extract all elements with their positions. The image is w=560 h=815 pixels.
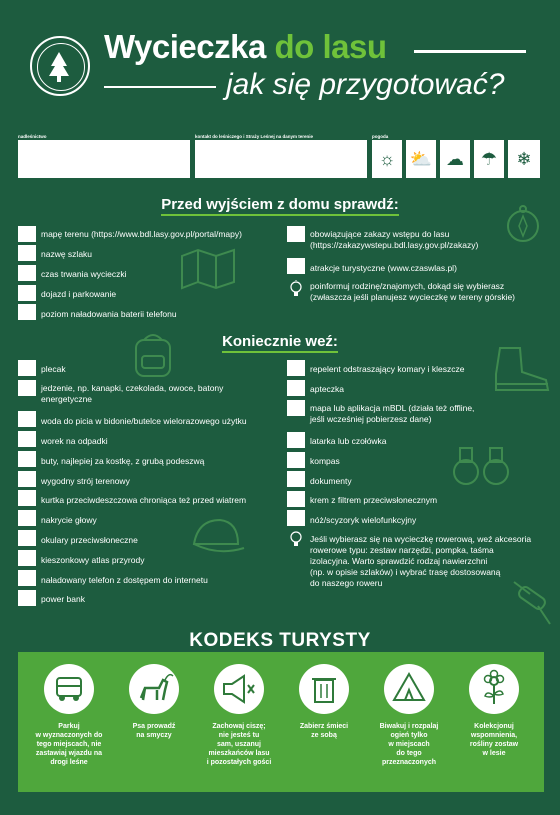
checklist-item: latarka lub czołówka	[310, 436, 387, 446]
checkbox[interactable]	[18, 226, 36, 242]
field-input-nadlesnictwo[interactable]	[18, 140, 190, 178]
rain-cloud-icon[interactable]: ☂	[474, 140, 504, 178]
checklist-item: poziom naładowania baterii telefonu	[41, 309, 177, 319]
checkbox[interactable]	[18, 285, 36, 301]
kodeks-title: KODEKS TURYSTY	[189, 630, 371, 651]
checkbox[interactable]	[18, 570, 36, 586]
dog-icon	[129, 664, 179, 714]
pocket-knife-illustration	[510, 576, 554, 628]
checklist-item: nazwę szlaku	[41, 249, 93, 259]
checklist-item: power bank	[41, 594, 85, 604]
tip-text: Jeśli wybierasz się na wycieczkę rowerową, weź akcesoria rowerowe typu: zestaw narzędzi, pompka, taśma izolacyjna. Warto sprawdzić rodzaj nawierzchni (np. w opisie szlaków) i wybrać trasę dostosowaną do naszego roweru	[310, 534, 532, 588]
checkbox[interactable]	[18, 411, 36, 427]
checkbox[interactable]	[287, 226, 305, 242]
checkbox[interactable]	[18, 550, 36, 566]
trash-can-icon	[299, 664, 349, 714]
checkbox[interactable]	[18, 590, 36, 606]
checkbox[interactable]	[18, 510, 36, 526]
sun-icon[interactable]: ☼	[372, 140, 402, 178]
checkbox[interactable]	[18, 431, 36, 447]
checkbox[interactable]	[287, 432, 305, 448]
checklist-item: worek na odpadki	[41, 436, 108, 446]
sun-cloud-icon[interactable]: ⛅	[406, 140, 436, 178]
flower-icon	[469, 664, 519, 714]
checkbox[interactable]	[18, 471, 36, 487]
checklist-item: repelent odstraszający komary i kleszcze	[310, 364, 465, 374]
field-label-kontakt: kontakt do leśniczego i Straży Leśnej na danym terenie	[195, 134, 314, 139]
tree-emblem-icon	[32, 38, 88, 94]
tip-text: poinformuj rodzinę/znajomych, dokąd się wybierasz (zwłaszcza jeśli planujesz wycieczkę w tereny górskie)	[310, 281, 516, 302]
lightbulb-icon	[288, 280, 304, 298]
checklist-item: buty, najlepiej za kostkę, z grubą podeszwą	[41, 456, 205, 466]
checkbox[interactable]	[287, 380, 305, 396]
checkbox[interactable]	[18, 245, 36, 261]
field-label-pogoda: pogoda	[372, 134, 389, 139]
kodeks-text: Biwakuj i rozpalaj ogień tylko w miejscach do tego przeznaczonych	[379, 723, 439, 766]
checklist-item: wygodny strój terenowy	[41, 476, 130, 486]
checkbox[interactable]	[18, 530, 36, 546]
checklist-item: kieszonkowy atlas przyrody	[41, 555, 145, 565]
checkbox[interactable]	[287, 360, 305, 376]
title-subtitle: jak się przygotować?	[226, 68, 505, 101]
checkbox[interactable]	[287, 491, 305, 507]
title-decor-line	[414, 50, 526, 53]
checkbox[interactable]	[287, 471, 305, 487]
lasy-panstwowe-logo	[30, 36, 90, 96]
checklist-item: kompas	[310, 456, 340, 466]
cap-illustration	[188, 514, 246, 560]
kodeks-panel	[18, 652, 544, 792]
checklist-item: mapa lub aplikacja mBDL (działa też offline, jeśli wcześniej pobierzesz dane)	[310, 403, 475, 424]
checkbox[interactable]	[18, 360, 36, 376]
megaphone-mute-icon	[214, 664, 264, 714]
cloud-icon[interactable]: ☁	[440, 140, 470, 178]
map-illustration	[180, 248, 236, 290]
checklist-item: apteczka	[310, 384, 345, 394]
compass-illustration	[503, 204, 543, 244]
checkbox[interactable]	[287, 452, 305, 468]
checkbox[interactable]	[18, 451, 36, 467]
checkbox[interactable]	[18, 490, 36, 506]
kodeks-text: Psa prowadź na smyczy	[132, 723, 176, 739]
checklist-item: czas trwania wycieczki	[41, 269, 127, 279]
field-input-kontakt[interactable]	[195, 140, 367, 178]
lightbulb-icon	[288, 530, 304, 548]
checklist-item: kurtka przeciwdeszczowa chroniąca też przed wiatrem	[41, 495, 247, 505]
checklist-item: okulary przeciwsłoneczne	[41, 535, 138, 545]
kodeks-text: Zachowaj ciszę; nie jesteś tu sam, uszanuj mieszkańców lasu i pozostałych gości	[206, 723, 272, 766]
checklist-item: krem z filtrem przeciwsłonecznym	[310, 495, 438, 505]
kodeks-text: Kolekcjonuj wspomnienia, rośliny zostaw w lesie	[469, 723, 519, 757]
checklist-item: dojazd i parkowanie	[41, 289, 117, 299]
checkbox[interactable]	[18, 304, 36, 320]
hiking-boot-illustration	[490, 344, 552, 396]
binoculars-illustration	[450, 444, 512, 488]
checklist-item: nakrycie głowy	[41, 515, 97, 525]
section-title-check: Przed wyjściem z domu sprawdź:	[0, 196, 560, 213]
field-label-nadlesnictwo: nadleśnictwo	[18, 134, 47, 139]
checklist-item: mapę terenu (https://www.bdl.lasy.gov.pl/portal/mapy)	[41, 229, 242, 239]
snow-cloud-icon[interactable]: ❄	[508, 140, 540, 178]
section-title-take: Koniecznie weź:	[0, 333, 560, 350]
checklist-item: nóż/scyzoryk wielofunkcyjny	[310, 515, 417, 525]
checklist-item: dokumenty	[310, 476, 352, 486]
checkbox[interactable]	[287, 400, 305, 416]
kodeks-text: Parkuj w wyznaczonych do tego miejscach, nie zastawiaj wjazdu na drogi leśne	[35, 723, 103, 766]
checkbox[interactable]	[18, 265, 36, 281]
checklist-item: woda do picia w bidonie/butelce wielorazowego użytku	[41, 416, 247, 426]
campfire-tent-icon	[384, 664, 434, 714]
checkbox[interactable]	[287, 258, 305, 274]
kodeks-text: Zabierz śmieci ze sobą	[299, 723, 349, 739]
title-main: Wycieczka do lasu	[104, 28, 387, 65]
checklist-item: naładowany telefon z dostępem do internetu	[41, 575, 208, 585]
checklist-item: plecak	[41, 364, 66, 374]
checkbox[interactable]	[287, 510, 305, 526]
checkbox[interactable]	[18, 380, 36, 396]
checklist-item: atrakcje turystyczne (www.czaswlas.pl)	[310, 263, 457, 273]
car-icon	[44, 664, 94, 714]
checklist-item: obowiązujące zakazy wstępu do lasu (https://zakazywstepu.bdl.lasy.gov.pl/zakazy)	[310, 229, 479, 250]
backpack-illustration	[130, 328, 176, 380]
checklist-item: jedzenie, np. kanapki, czekolada, owoce, batony energetyczne	[41, 383, 224, 404]
title-decor-line-2	[104, 86, 216, 88]
